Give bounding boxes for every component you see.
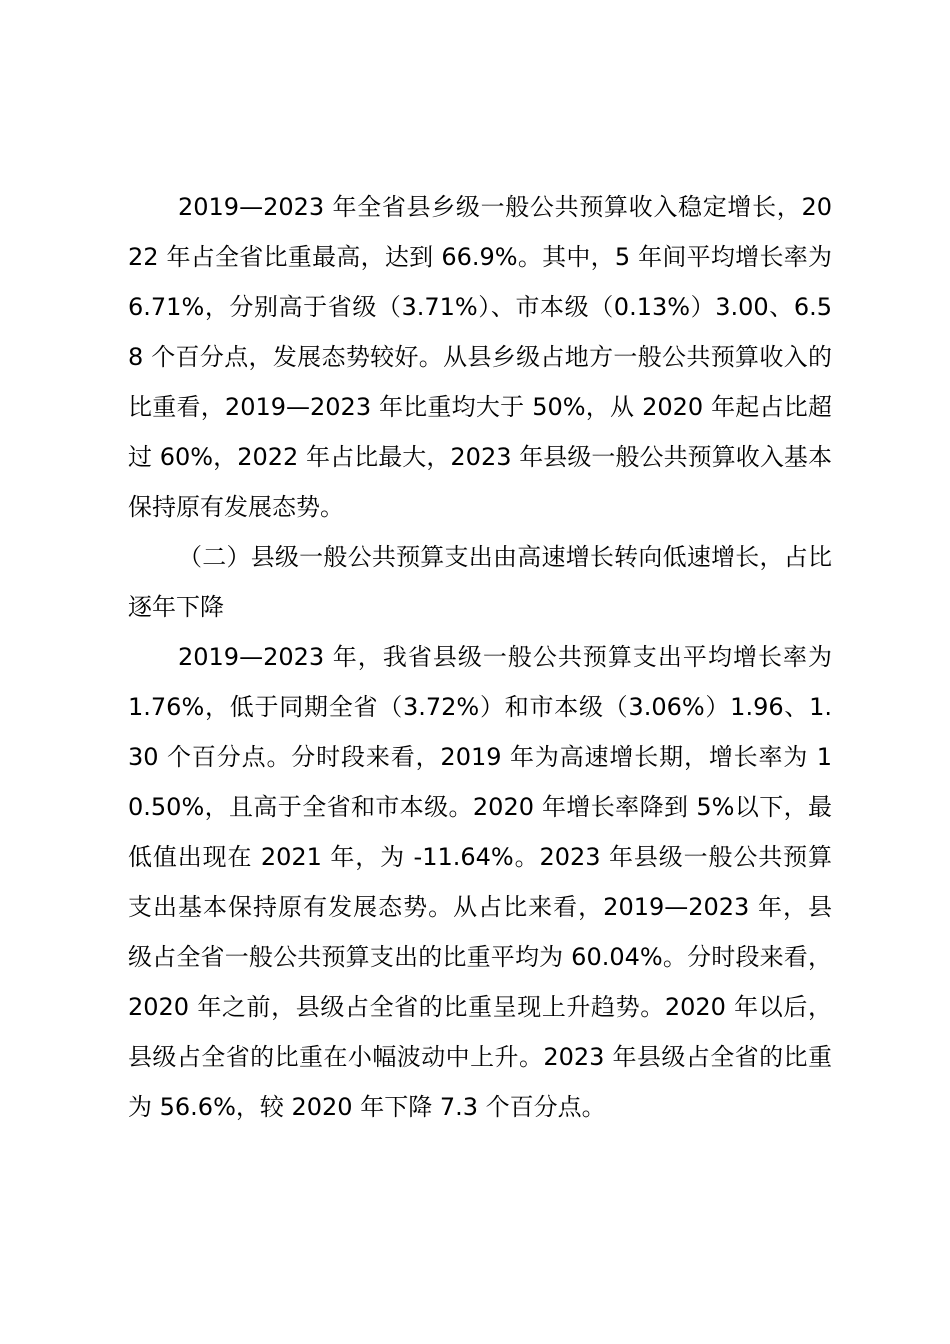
paragraph-county-expenditure: 2019—2023 年，我省县级一般公共预算支出平均增长率为 1.76%，低于同期全省（3.72%）和市本级（3.06%）1.96、1.30 个百分点。分时段来看，2019 年为高速增长期，增长率为 10.50%，且高于全省和市本级。2020 年增长率降到 5%以下，最低值出现在 2021 年，为 -11.64%。2023 年县级一般公共预算支出基本保持原有发展态势。从占比来看，2019—2023 年，县级占全省一般公共预算支出的比重平均为 60.04%。分时段来看，2020 年之前，县级占全省的比重呈现上升趋势。2020 年以后，县级占全省的比重在小幅波动中上升。2023 年县级占全省的比重为 56.6%，较 2020 年下降 7.3 个百分点。 [128,643,832,1121]
section-heading-county-expenditure: （二）县级一般公共预算支出由高速增长转向低速增长，占比逐年下降 [128,543,832,621]
document-body [128,182,832,1132]
paragraph-county-revenue: 2019—2023 年全省县乡级一般公共预算收入稳定增长，2022 年占全省比重最高，达到 66.9%。其中，5 年间平均增长率为 6.71%，分别高于省级（3.71%）、市本级（0.13%）3.00、6.58 个百分点，发展态势较好。从县乡级占地方一般公共预算收入的比重看，2019—2023 年比重均大于 50%，从 2020 年起占比超过 60%，2022 年占比最大，2023 年县级一般公共预算收入基本保持原有发展态势。 [128,193,832,521]
